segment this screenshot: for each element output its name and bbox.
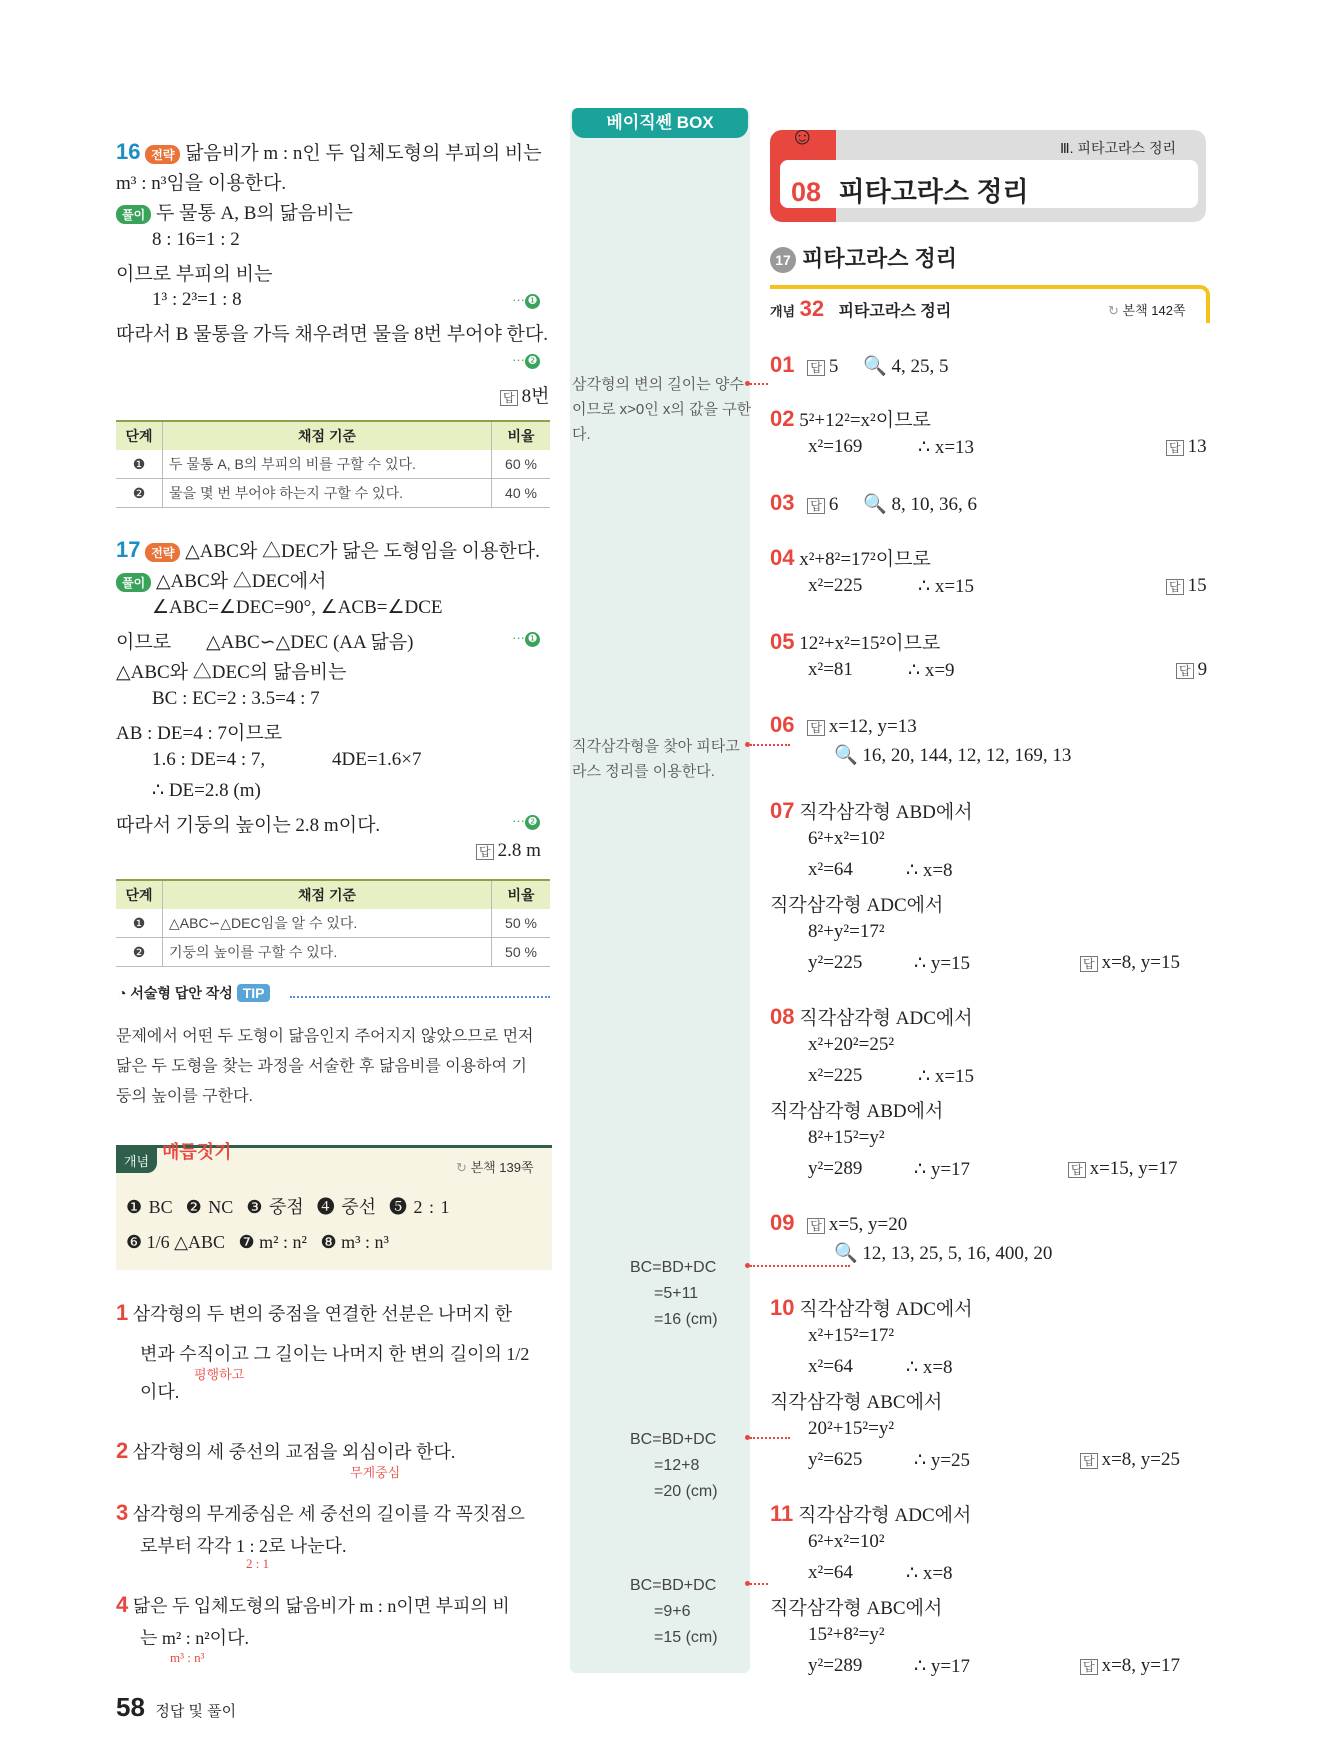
text-line: ∴ x=8 bbox=[906, 1357, 953, 1378]
text-line: △ABC와 △DEC의 닮음비는 bbox=[116, 662, 347, 683]
table-cell: 기둥의 높이를 구할 수 있다. bbox=[163, 938, 492, 967]
answer-icon: 답 bbox=[1068, 1162, 1086, 1178]
answer-number: 01 bbox=[770, 352, 795, 377]
magnifier-icon: 🔍 bbox=[863, 494, 887, 515]
answer-number: 02 bbox=[770, 406, 795, 431]
strategy-badge: 전략 bbox=[145, 543, 180, 562]
connector-line bbox=[750, 1437, 790, 1439]
answer-text: x=8, y=17 bbox=[1101, 1655, 1181, 1676]
text-line: x²=169 bbox=[808, 436, 863, 457]
table-header: 단계 bbox=[116, 880, 163, 909]
solution-badge: 풀이 bbox=[116, 573, 151, 592]
answer-number: 04 bbox=[770, 545, 795, 570]
text-line: 8²+y²=17² bbox=[808, 921, 885, 942]
text-line: ∴ x=8 bbox=[906, 1563, 953, 1584]
dots-icon: ··· bbox=[512, 813, 525, 828]
side-note-calc bbox=[630, 1573, 750, 1651]
tip-title: 서술형 답안 작성 bbox=[130, 985, 233, 1001]
connector-line bbox=[750, 1583, 768, 1585]
text-line: 이므로 bbox=[116, 632, 172, 653]
calc-line: =9+6 bbox=[654, 1603, 691, 1620]
connector-line bbox=[750, 744, 790, 746]
text-line: ∴ DE=2.8 (m) bbox=[152, 780, 261, 801]
answer-icon: 답 bbox=[807, 720, 825, 736]
question-number: 1 bbox=[116, 1300, 129, 1325]
text-line: 직각삼각형 ABD에서 bbox=[799, 802, 973, 823]
table-cell: 두 물통 A, B의 부피의 비를 구할 수 있다. bbox=[163, 450, 492, 479]
concept-item: ❷ NC bbox=[185, 1197, 234, 1217]
section-title: 피타고라스 정리 bbox=[802, 246, 958, 271]
answer-number: 03 bbox=[770, 490, 795, 515]
text-line: 8²+15²=y² bbox=[808, 1127, 885, 1148]
question-number: 2 bbox=[116, 1438, 129, 1463]
correction: 평행하고 bbox=[194, 1367, 245, 1382]
text-line: 직각삼각형 ABC에서 bbox=[770, 1598, 943, 1619]
text-line: ∴ x=8 bbox=[906, 860, 953, 881]
answer-text: 6 bbox=[828, 494, 839, 515]
unit-number: 08 bbox=[791, 177, 822, 207]
table-header: 비율 bbox=[492, 421, 551, 450]
text-line: 15²+8²=y² bbox=[808, 1624, 885, 1645]
answer-number: 07 bbox=[770, 798, 795, 823]
answer-text: x=8, y=15 bbox=[1101, 952, 1181, 973]
text-line: ∴ x=15 bbox=[918, 1066, 975, 1087]
hint-text: 12, 13, 25, 5, 16, 400, 20 bbox=[862, 1243, 1053, 1264]
correction: 무게중심 bbox=[350, 1465, 401, 1480]
concept-row-2 bbox=[126, 1232, 389, 1253]
text-line: ∴ y=25 bbox=[914, 1450, 971, 1471]
tip-tag: TIP bbox=[237, 984, 271, 1002]
answer-text: 5 bbox=[828, 356, 839, 377]
text-line: 삼각형의 두 변의 중점을 연결한 선분은 나머지 한 bbox=[132, 1304, 513, 1324]
answer-text: x=8, y=25 bbox=[1101, 1449, 1181, 1470]
answer-text: 15 bbox=[1187, 575, 1207, 596]
text-line: 12²+x²=15²이므로 bbox=[799, 633, 941, 654]
text-line: y²=225 bbox=[808, 952, 863, 973]
calc-line: BC=BD+DC bbox=[630, 1259, 717, 1276]
text-line: 1³ : 2³=1 : 8 bbox=[152, 289, 242, 310]
answer-number: 05 bbox=[770, 629, 795, 654]
tip-line: 닮은 두 도형을 찾는 과정을 서술한 후 닮음비를 이용하여 기 bbox=[116, 1058, 527, 1075]
concept-number: 32 bbox=[799, 296, 825, 321]
table-cell: 물을 몇 번 부어야 하는지 구할 수 있다. bbox=[163, 479, 492, 508]
concept-title: 매듭짓기 bbox=[162, 1142, 232, 1162]
concept-item: ❼ m² : n² bbox=[238, 1232, 307, 1252]
table-header: 비율 bbox=[492, 880, 551, 909]
answer-icon: 답 bbox=[1080, 1659, 1098, 1675]
chapter-label: Ⅲ. 피타고라스 정리 bbox=[1060, 140, 1176, 156]
text-line: 6²+x²=10² bbox=[808, 828, 885, 849]
text-line: ∴ x=9 bbox=[908, 660, 955, 681]
text-line: 직각삼각형 ABD에서 bbox=[770, 1101, 944, 1122]
magnifier-icon: 🔍 bbox=[863, 356, 887, 377]
text-line: 삼각형의 무게중심은 세 중선의 길이를 각 꼭짓점으 bbox=[132, 1504, 525, 1524]
answer-icon: 답 bbox=[500, 390, 518, 406]
table-cell: ❶ bbox=[116, 450, 163, 479]
concept-title: 피타고라스 정리 bbox=[838, 303, 952, 320]
text-line: x²=64 bbox=[808, 1356, 853, 1377]
answer-icon: 답 bbox=[807, 498, 825, 514]
answer-icon: 답 bbox=[1080, 1453, 1098, 1469]
concept-label: 개념 bbox=[770, 304, 796, 319]
text-line: ∴ y=17 bbox=[914, 1159, 971, 1180]
text-line: 닮은 두 입체도형의 닮음비가 m : n이면 부피의 비 bbox=[132, 1596, 510, 1616]
text-line: ∴ x=15 bbox=[918, 576, 975, 597]
problem-number: 16 bbox=[116, 139, 141, 164]
answer-text: 2.8 m bbox=[497, 840, 541, 861]
text-line: 6²+x²=10² bbox=[808, 1531, 885, 1552]
answer-number: 10 bbox=[770, 1295, 795, 1320]
answer-icon: 답 bbox=[1080, 956, 1098, 972]
text-line: x²=64 bbox=[808, 1562, 853, 1583]
solution-badge: 풀이 bbox=[116, 205, 151, 224]
table-cell: 50 % bbox=[492, 909, 551, 938]
answer-icon: 답 bbox=[1176, 663, 1194, 679]
concept-item: ❹ 중선 bbox=[316, 1197, 377, 1217]
answer-text: x=15, y=17 bbox=[1089, 1158, 1178, 1179]
text-line: ∴ y=17 bbox=[914, 1656, 971, 1677]
answer-text: x=5, y=20 bbox=[828, 1214, 908, 1235]
text-line: 따라서 기둥의 높이는 2.8 m이다. bbox=[116, 815, 381, 836]
calc-line: BC=BD+DC bbox=[630, 1431, 717, 1448]
calc-line: =16 (cm) bbox=[654, 1311, 718, 1328]
text-line: 이다. bbox=[140, 1382, 180, 1402]
table-cell: 50 % bbox=[492, 938, 551, 967]
text-line: 이므로 부피의 비는 bbox=[116, 264, 273, 285]
concept-item: ❻ 1/6 △ABC bbox=[126, 1232, 225, 1252]
side-note-calc bbox=[630, 1427, 750, 1505]
text-line: x²+20²=25² bbox=[808, 1034, 895, 1055]
text-line: x²=81 bbox=[808, 659, 853, 680]
problem-number: 17 bbox=[116, 537, 141, 562]
text-line: 4DE=1.6×7 bbox=[332, 749, 422, 770]
text-line: △ABC∽△DEC (AA 닮음) bbox=[206, 632, 414, 653]
step-marker: ❷ bbox=[525, 354, 540, 369]
calc-line: BC=BD+DC bbox=[630, 1577, 717, 1594]
calc-line: =12+8 bbox=[654, 1457, 700, 1474]
answer-number: 09 bbox=[770, 1210, 795, 1235]
text-line: x²=225 bbox=[808, 1065, 863, 1086]
concept-item: ❽ m³ : n³ bbox=[320, 1232, 389, 1252]
side-note: 직각삼각형을 찾아 피타고라스 정리를 이용한다. bbox=[572, 738, 740, 780]
text-line: x²+15²=17² bbox=[808, 1325, 895, 1346]
table-header: 채점 기준 bbox=[163, 880, 492, 909]
refresh-icon: ↻ bbox=[456, 1160, 467, 1175]
text-line: 닮음비가 m : n인 두 입체도형의 부피의 비는 bbox=[185, 143, 542, 164]
answer-icon: 답 bbox=[1166, 440, 1184, 456]
text-line: 따라서 B 물통을 가득 채우려면 물을 8번 부어야 한다. bbox=[116, 324, 549, 345]
text-line: AB : DE=4 : 7이므로 bbox=[116, 723, 283, 744]
text-line: y²=289 bbox=[808, 1655, 863, 1676]
answer-text: 9 bbox=[1197, 659, 1208, 680]
text-line: x²+8²=17²이므로 bbox=[799, 549, 931, 570]
book-reference: 본책 142쪽 bbox=[1122, 303, 1186, 318]
table-header: 단계 bbox=[116, 421, 163, 450]
text-line: 변과 수직이고 그 길이는 나머지 한 변의 길이의 bbox=[140, 1344, 502, 1364]
calc-line: =15 (cm) bbox=[654, 1629, 718, 1646]
book-reference: 본책 139쪽 bbox=[470, 1160, 534, 1175]
answer-number: 11 bbox=[770, 1501, 794, 1526]
dots-icon: ··· bbox=[512, 630, 525, 645]
unit-title: 피타고라스 정리 bbox=[838, 177, 1029, 207]
hint-text: 16, 20, 144, 12, 12, 169, 13 bbox=[862, 745, 1072, 766]
connector-line bbox=[750, 1265, 850, 1267]
text-line: m³ : n³임을 이용한다. bbox=[116, 173, 287, 194]
answer-text: x=12, y=13 bbox=[828, 716, 917, 737]
answer-text: 8번 bbox=[521, 386, 550, 407]
page-number: 58 bbox=[116, 1692, 145, 1722]
text-line: x²=225 bbox=[808, 575, 863, 596]
text-line: 20²+15²=y² bbox=[808, 1418, 895, 1439]
calc-line: =5+11 bbox=[654, 1285, 699, 1302]
dots-icon: ··· bbox=[512, 352, 525, 367]
strategy-badge: 전략 bbox=[145, 145, 180, 164]
text-line: y²=289 bbox=[808, 1158, 863, 1179]
side-note-calc bbox=[630, 1255, 750, 1333]
answer-icon: 답 bbox=[476, 844, 494, 860]
hint-text: 4, 25, 5 bbox=[891, 356, 949, 377]
mascot-icon: ◔ bbox=[118, 985, 127, 1001]
divider bbox=[290, 996, 550, 998]
concept-item: ❶ BC bbox=[126, 1197, 173, 1217]
text-line: △ABC와 △DEC에서 bbox=[155, 571, 327, 592]
answer-number: 06 bbox=[770, 712, 795, 737]
connector-line bbox=[750, 383, 768, 385]
text-line: ∴ x=13 bbox=[918, 437, 975, 458]
text-line: ∴ y=15 bbox=[914, 953, 971, 974]
text-line: 삼각형의 세 중선의 교점을 외심이라 한다. bbox=[132, 1442, 456, 1462]
text-line: ∠ABC=∠DEC=90°, ∠ACB=∠DCE bbox=[152, 597, 443, 618]
question-number: 3 bbox=[116, 1500, 129, 1525]
concept-item: ❺ 2 : 1 bbox=[389, 1197, 450, 1217]
text-line: 로부터 각각 1 : 2로 나눈다. bbox=[140, 1536, 347, 1556]
mascot-icon: ☺ bbox=[790, 123, 815, 150]
table-cell: ❷ bbox=[116, 479, 163, 508]
step-marker: ❶ bbox=[525, 632, 540, 647]
text-line: 는 m² : n²이다. bbox=[140, 1628, 249, 1648]
text-line: 직각삼각형 ADC에서 bbox=[799, 1008, 973, 1029]
text-line: x²=64 bbox=[808, 859, 853, 880]
text-line: 직각삼각형 ADC에서 bbox=[798, 1505, 972, 1526]
hint-text: 8, 10, 36, 6 bbox=[891, 494, 977, 515]
text-line: y²=625 bbox=[808, 1449, 863, 1470]
answer-icon: 답 bbox=[1166, 579, 1184, 595]
text-line: BC : EC=2 : 3.5=4 : 7 bbox=[152, 688, 320, 709]
answer-icon: 답 bbox=[807, 1218, 825, 1234]
scoring-table-16 bbox=[116, 420, 550, 508]
text-line: 5²+12²=x²이므로 bbox=[799, 410, 931, 431]
concept-item: ❸ 중점 bbox=[246, 1197, 304, 1217]
section-number: 17 bbox=[770, 247, 796, 273]
text-line: 두 물통 A, B의 닮음비는 bbox=[155, 203, 353, 224]
correction: 2 : 1 bbox=[246, 1556, 270, 1571]
table-header: 채점 기준 bbox=[163, 421, 492, 450]
question-number: 4 bbox=[116, 1592, 129, 1617]
scoring-table-17 bbox=[116, 879, 550, 967]
concept-label: 개념 bbox=[116, 1148, 157, 1173]
side-note: 삼각형의 변의 길이는 양수이므로 x>0인 x의 값을 구한다. bbox=[572, 376, 752, 443]
basic-box-label: 베이직쎈 BOX bbox=[606, 113, 714, 132]
fraction: 1/2 bbox=[506, 1344, 530, 1364]
magnifier-icon: 🔍 bbox=[834, 745, 858, 766]
text-line: 1.6 : DE=4 : 7, bbox=[152, 749, 266, 770]
magnifier-icon: 🔍 bbox=[834, 1243, 858, 1264]
text-line: △ABC와 △DEC가 닮은 도형임을 이용한다. bbox=[185, 541, 540, 562]
text-line: 직각삼각형 ABC에서 bbox=[770, 1392, 943, 1413]
step-marker: ❷ bbox=[525, 815, 540, 830]
footer-label: 정답 및 풀이 bbox=[155, 1703, 237, 1720]
correction: m³ : n³ bbox=[170, 1650, 205, 1665]
answer-text: 13 bbox=[1187, 436, 1207, 457]
concept-row-1 bbox=[126, 1193, 450, 1219]
text-line: 직각삼각형 ADC에서 bbox=[799, 1299, 973, 1320]
calc-line: =20 (cm) bbox=[654, 1483, 718, 1500]
step-marker: ❶ bbox=[525, 294, 540, 309]
tip-line: 둥의 높이를 구한다. bbox=[116, 1088, 253, 1105]
answer-icon: 답 bbox=[807, 360, 825, 376]
answer-number: 08 bbox=[770, 1004, 795, 1029]
table-cell: ❶ bbox=[116, 909, 163, 938]
table-cell: ❷ bbox=[116, 938, 163, 967]
dots-icon: ··· bbox=[512, 292, 525, 307]
tip-line: 문제에서 어떤 두 도형이 닮음인지 주어지지 않았으므로 먼저 bbox=[116, 1028, 534, 1045]
text-line: 8 : 16=1 : 2 bbox=[152, 229, 240, 250]
table-cell: 60 % bbox=[492, 450, 551, 479]
table-cell: △ABC∽△DEC임을 알 수 있다. bbox=[163, 909, 492, 938]
table-cell: 40 % bbox=[492, 479, 551, 508]
refresh-icon: ↻ bbox=[1108, 303, 1119, 318]
text-line: 직각삼각형 ADC에서 bbox=[770, 895, 944, 916]
